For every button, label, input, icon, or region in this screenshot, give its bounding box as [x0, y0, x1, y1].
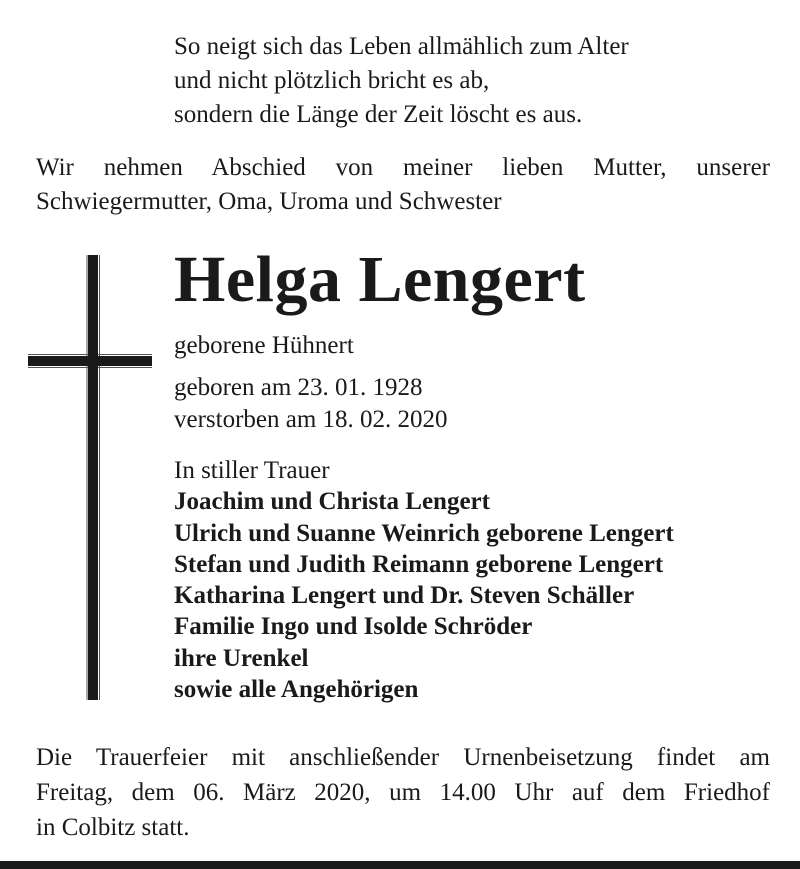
mourner-entry: sowie alle Angehörigen [174, 676, 419, 704]
intro-line: Wir nehmen Abschied von meiner lieben Mutter, unserer [36, 154, 770, 181]
birth-date: geboren am 23. 01. 1928 [174, 374, 423, 401]
intro-line: Schwiegermutter, Oma, Uroma und Schwester [36, 188, 502, 215]
farewell-intro [36, 151, 770, 219]
mourner-entry: Stefan und Judith Reimann geborene Lengert [174, 550, 664, 578]
mourner-entry: ihre Urenkel [174, 644, 309, 672]
cross-icon [28, 255, 152, 700]
verse-line: So neigt sich das Leben allmählich zum Alter [174, 33, 629, 60]
funeral-line: Die Trauerfeier mit anschließender Urnenbeisetzung findet am [36, 744, 770, 771]
mourners-list [174, 455, 674, 705]
death-date: verstorben am 18. 02. 2020 [174, 406, 448, 433]
mourner-entry: Joachim und Christa Lengert [174, 488, 490, 516]
funeral-line: Freitag, dem 06. März 2020, um 14.00 Uhr auf dem Friedhof [36, 779, 770, 806]
life-dates [174, 372, 448, 436]
mourner-entry: Familie Ingo und Isolde Schröder [174, 613, 533, 641]
mourner-entry: Katharina Lengert und Dr. Steven Schäller [174, 582, 635, 610]
bottom-border [0, 861, 800, 869]
funeral-line: in Colbitz statt. [36, 814, 190, 841]
mourner-entry: Ulrich und Suanne Weinrich geborene Lengert [174, 519, 674, 547]
maiden-name: geborene Hühnert [174, 332, 354, 359]
deceased-name: Helga Lengert [174, 243, 586, 316]
verse-line: und nicht plötzlich bricht es ab, [174, 67, 490, 94]
verse-line: sondern die Länge der Zeit löscht es aus. [174, 101, 583, 128]
funeral-details [36, 740, 770, 845]
memorial-verse [174, 30, 629, 132]
mourning-heading: In stiller Trauer [174, 457, 330, 484]
